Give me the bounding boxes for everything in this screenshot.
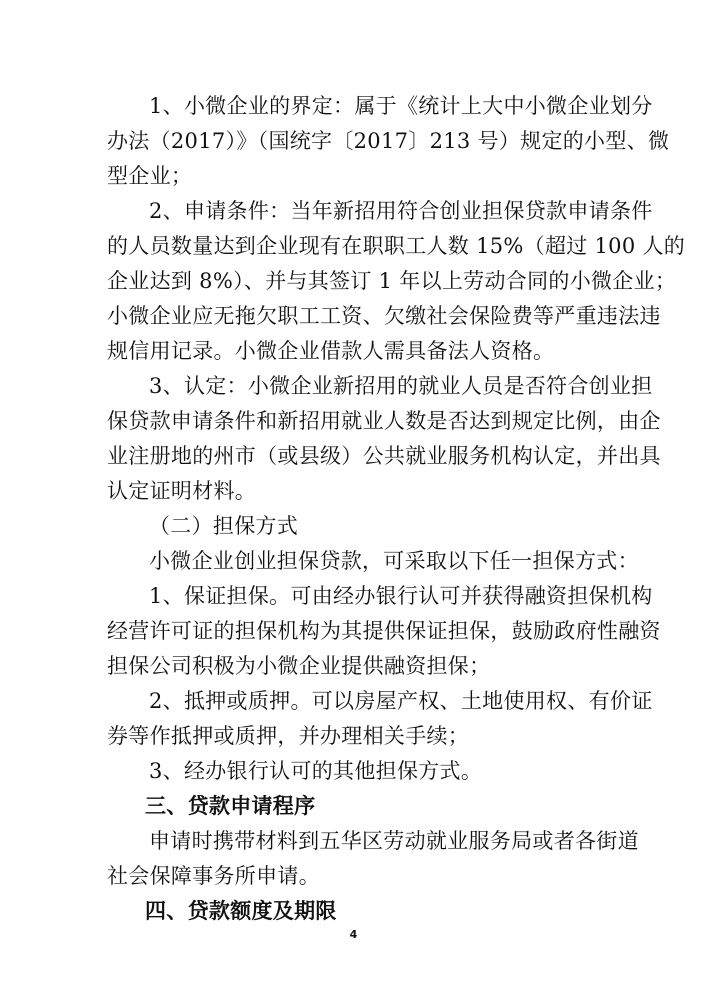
- section-heading: 三、贷款申请程序: [145, 794, 316, 818]
- text-line: 认定证明材料。: [107, 479, 257, 503]
- text-line: 规信用记录。小微企业借款人需具备法人资格。: [107, 339, 555, 363]
- text-line: 办法（2017）》（国统字〔2017〕213 号）规定的小型、微: [107, 129, 670, 153]
- section-heading: 四、贷款额度及期限: [145, 899, 337, 923]
- text-line: 社会保障事务所申请。: [107, 864, 320, 888]
- text-line: 3、经办银行认可的其他担保方式。: [149, 759, 483, 783]
- text-line: 1、小微企业的界定：属于《统计上大中小微企业划分: [149, 94, 653, 118]
- text-line: 小微企业创业担保贷款，可采取以下任一担保方式：: [149, 549, 639, 573]
- text-line: 的人员数量达到企业现有在职职工人数 15%（超过 100 人的: [107, 234, 686, 258]
- text-line: 经营许可证的担保机构为其提供保证担保，鼓励政府性融资: [107, 619, 661, 643]
- text-line: 申请时携带材料到五华区劳动就业服务局或者各街道: [149, 829, 639, 853]
- text-line: 型企业；: [107, 164, 193, 188]
- page-number: 4: [349, 928, 358, 941]
- text-line: 3、认定：小微企业新招用的就业人员是否符合创业担: [149, 374, 653, 398]
- text-line: 1、保证担保。可由经办银行认可并获得融资担保机构: [149, 584, 653, 608]
- subsection-heading: （二）担保方式: [149, 514, 299, 538]
- text-line: 券等作抵押或质押，并办理相关手续；: [107, 724, 470, 748]
- text-line: 2、申请条件：当年新招用符合创业担保贷款申请条件: [149, 199, 653, 223]
- text-line: 业注册地的州市（或县级）公共就业服务机构认定，并出具: [107, 444, 661, 468]
- text-line: 担保公司积极为小微企业提供融资担保；: [107, 654, 491, 678]
- text-line: 保贷款申请条件和新招用就业人数是否达到规定比例，由企: [107, 409, 661, 433]
- text-line: 企业达到 8%）、并与其签订 1 年以上劳动合同的小微企业；: [107, 269, 677, 293]
- text-line: 2、抵押或质押。可以房屋产权、土地使用权、有价证: [149, 689, 653, 713]
- text-line: 小微企业应无拖欠职工工资、欠缴社会保险费等严重违法违: [107, 304, 661, 328]
